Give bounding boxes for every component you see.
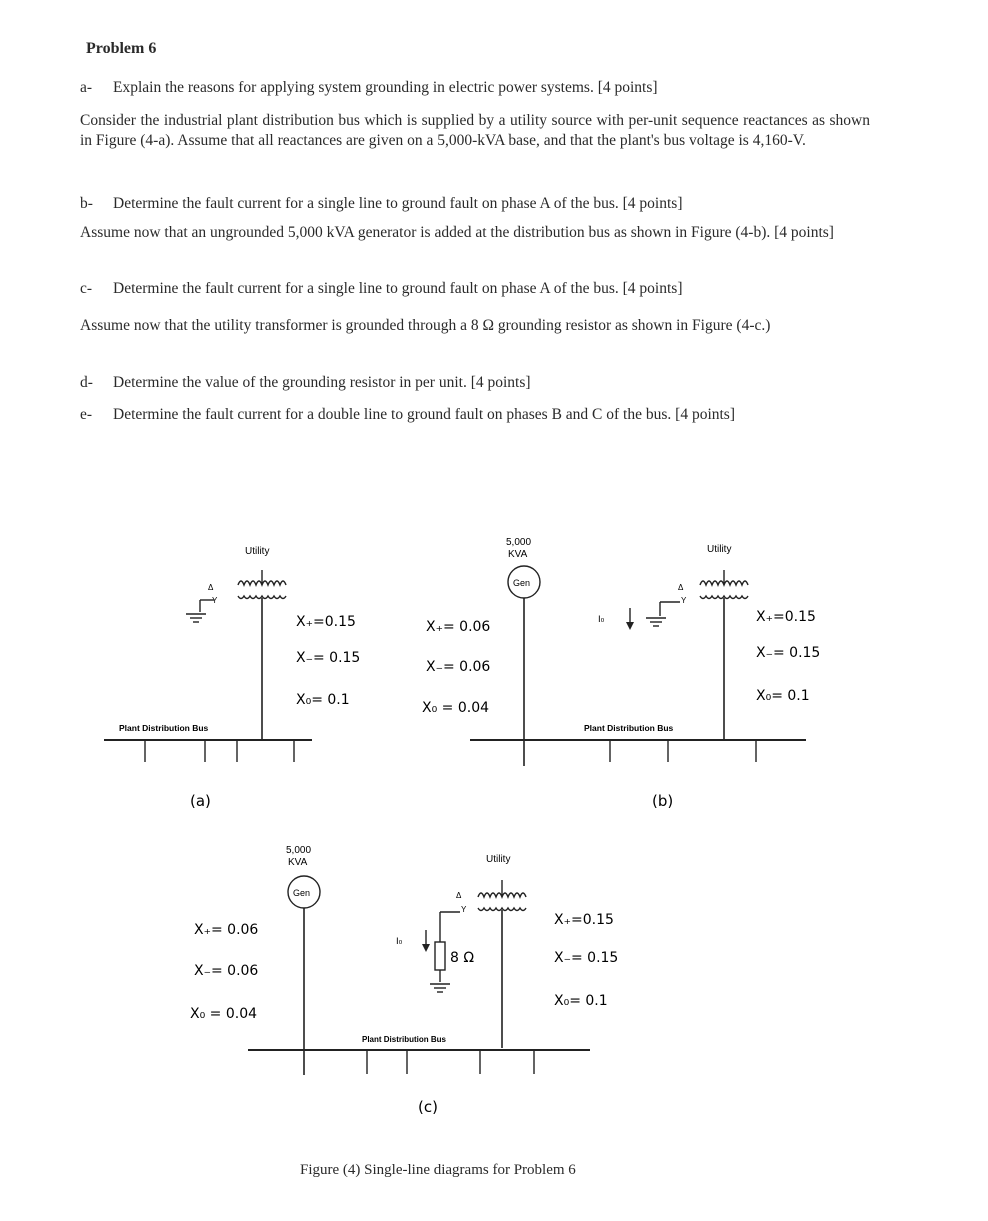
- fault-current-b: I₀: [598, 615, 605, 625]
- xneg-a: X₋= 0.15: [296, 650, 361, 666]
- gen-xneg-c: X₋= 0.06: [194, 963, 259, 979]
- xpos-a: X₊=0.15: [296, 614, 356, 630]
- gen-rating-b-1: 5,000: [506, 537, 532, 548]
- gen-rating-b-2: KVA: [508, 549, 528, 560]
- utility-label-c: Utility: [486, 854, 511, 865]
- gen-xpos-c: X₊= 0.06: [194, 922, 259, 938]
- current-arrow-c: [422, 930, 430, 952]
- item-d-text: Determine the value of the grounding resistor in per unit. [4 points]: [113, 374, 531, 391]
- item-d-label: d-: [80, 374, 93, 391]
- figure-caption: Figure (4) Single-line diagrams for Problem 6: [300, 1162, 576, 1178]
- item-b-text: Determine the fault current for a single line to ground fault on phase A of the bus. [4 points]: [113, 195, 683, 212]
- resistor-label-c: 8 Ω: [450, 950, 475, 966]
- bus-label-c: Plant Distribution Bus: [362, 1035, 446, 1044]
- transformer-c: [478, 880, 526, 911]
- xneg-c: X₋= 0.15: [554, 950, 619, 966]
- svg-text:Y: Y: [681, 596, 687, 605]
- bus-label-a: Plant Distribution Bus: [119, 723, 209, 733]
- svg-text:Y: Y: [461, 905, 467, 914]
- xzero-c: X₀= 0.1: [554, 993, 608, 1009]
- utility-label-a: Utility: [245, 546, 270, 557]
- gen-rating-c-2: KVA: [288, 857, 308, 868]
- item-a-label: a-: [80, 79, 93, 96]
- xzero-b: X₀= 0.1: [756, 688, 810, 704]
- sub-label-c: (c): [418, 1098, 438, 1116]
- item-c-text: Determine the fault current for a single line to ground fault on phase A of the bus. [4 points]: [113, 280, 683, 297]
- svg-text:Δ: Δ: [208, 583, 214, 592]
- grounding-resistor-c: [430, 891, 467, 992]
- diagram-b: [422, 537, 820, 810]
- diagram-a: [104, 546, 360, 810]
- generator-paragraph: Assume now that an ungrounded 5,000 kVA generator is added at the distribution bus as shown in Figure (4-b). [4 points]: [80, 224, 834, 241]
- xneg-b: X₋= 0.15: [756, 645, 821, 661]
- item-c-label: c-: [80, 280, 93, 297]
- intro-paragraph: Consider the industrial plant distribution bus which is supplied by a utility source with per-unit sequence reactances as shown in Figure (4-a). Assume that all reactances are given on a 5,000-kVA base, and that the plant's bus voltage is 4,160-V.: [80, 112, 870, 149]
- item-b-label: b-: [80, 195, 93, 212]
- svg-text:Δ: Δ: [456, 891, 462, 900]
- sub-label-a: (a): [190, 792, 211, 810]
- problem-title: Problem 6: [86, 40, 157, 57]
- sub-label-b: (b): [652, 792, 674, 810]
- gen-xpos-b: X₊= 0.06: [426, 619, 491, 635]
- gen-xneg-b: X₋= 0.06: [426, 659, 491, 675]
- utility-label-b: Utility: [707, 544, 732, 555]
- xpos-c: X₊=0.15: [554, 912, 614, 928]
- current-arrow-b: [626, 608, 634, 630]
- gen-rating-c-1: 5,000: [286, 845, 312, 856]
- gen-label-b: Gen: [513, 578, 531, 588]
- resistor-paragraph: Assume now that the utility transformer is grounded through a 8 Ω grounding resistor as shown in Figure (4-c.): [80, 317, 771, 334]
- neutral-ground-a: [186, 583, 218, 622]
- item-e-label: e-: [80, 406, 93, 423]
- item-e-text: Determine the fault current for a double line to ground fault on phases B and C of the bus. [4 points]: [113, 406, 735, 423]
- svg-text:Y: Y: [212, 596, 218, 605]
- gen-label-c: Gen: [293, 888, 311, 898]
- bus-label-b: Plant Distribution Bus: [584, 723, 674, 733]
- gen-xzero-b: X₀ = 0.04: [422, 700, 490, 716]
- svg-text:Δ: Δ: [678, 583, 684, 592]
- transformer-a: [238, 570, 286, 599]
- item-a-text: Explain the reasons for applying system grounding in electric power systems. [4 points]: [113, 79, 658, 96]
- transformer-b: [700, 570, 748, 599]
- gen-xzero-c: X₀ = 0.04: [190, 1006, 258, 1022]
- fault-current-c: I₀: [396, 937, 403, 947]
- xzero-a: X₀= 0.1: [296, 692, 350, 708]
- diagram-c: [190, 845, 618, 1116]
- neutral-ground-b: [646, 583, 687, 626]
- xpos-b: X₊=0.15: [756, 609, 816, 625]
